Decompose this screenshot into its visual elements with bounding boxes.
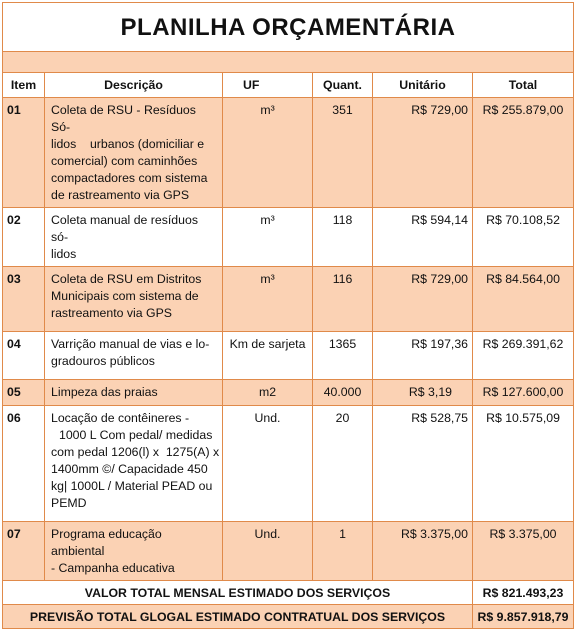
desc-line: Coleta de RSU - Resíduos Só- bbox=[51, 103, 196, 134]
row-item: 05 bbox=[3, 380, 45, 406]
row-total: R$ 70.108,52 bbox=[473, 208, 574, 267]
desc-line: rastreamento via GPS bbox=[51, 306, 172, 320]
row-unitario: R$ 594,14 bbox=[373, 208, 473, 267]
row-total: R$ 127.600,00 bbox=[473, 380, 574, 406]
row-item: 07 bbox=[3, 522, 45, 581]
row-descricao bbox=[45, 522, 223, 581]
global-total-label: PREVISÃO TOTAL GLOGAL ESTIMADO CONTRATUAL DOS SERVIÇOS bbox=[3, 605, 473, 629]
row-uf: Und. bbox=[223, 406, 313, 522]
desc-line: Locação de contêineres - bbox=[51, 411, 190, 425]
row-unitario: R$ 3.375,00 bbox=[373, 522, 473, 581]
table-header-row bbox=[3, 73, 574, 98]
row-uf: m2 bbox=[223, 380, 313, 406]
desc-line: Varrição manual de vias e lo- bbox=[51, 337, 210, 351]
row-unitario: R$ 729,00 bbox=[373, 98, 473, 208]
desc-line: compactadores com sistema bbox=[51, 171, 208, 185]
row-descricao bbox=[45, 98, 223, 208]
desc-line: Limpeza das praias bbox=[51, 385, 158, 399]
row-quant: 118 bbox=[313, 208, 373, 267]
row-total: R$ 269.391,62 bbox=[473, 332, 574, 380]
desc-line: - Campanha educativa bbox=[51, 561, 175, 575]
row-item: 01 bbox=[3, 98, 45, 208]
table-row bbox=[3, 267, 574, 332]
row-descricao bbox=[45, 332, 223, 380]
row-item: 02 bbox=[3, 208, 45, 267]
desc-line: gradouros públicos bbox=[51, 354, 155, 368]
desc-line: lidos bbox=[51, 247, 77, 261]
row-total: R$ 255.879,00 bbox=[473, 98, 574, 208]
row-descricao bbox=[45, 380, 223, 406]
monthly-total-row bbox=[3, 581, 574, 605]
row-quant: 116 bbox=[313, 267, 373, 332]
row-quant: 20 bbox=[313, 406, 373, 522]
row-uf: m³ bbox=[223, 208, 313, 267]
row-descricao bbox=[45, 267, 223, 332]
title-spacer-band bbox=[3, 52, 574, 73]
row-item: 03 bbox=[3, 267, 45, 332]
row-quant: 40.000 bbox=[313, 380, 373, 406]
desc-line: Programa educação ambiental bbox=[51, 527, 162, 558]
row-uf: Km de sarjeta bbox=[223, 332, 313, 380]
desc-line: PEMD bbox=[51, 496, 87, 510]
table-row bbox=[3, 406, 574, 522]
desc-line: Municipais com sistema de bbox=[51, 289, 199, 303]
row-unitario: R$ 528,75 bbox=[373, 406, 473, 522]
row-quant: 1 bbox=[313, 522, 373, 581]
header-total: Total bbox=[473, 73, 574, 98]
table-row bbox=[3, 332, 574, 380]
monthly-total-value: R$ 821.493,23 bbox=[473, 581, 574, 605]
table-row bbox=[3, 208, 574, 267]
header-unitario: Unitário bbox=[373, 73, 473, 98]
desc-line: kg| 1000L / Material PEAD ou bbox=[51, 479, 213, 493]
row-unitario: R$ 197,36 bbox=[373, 332, 473, 380]
row-uf: m³ bbox=[223, 267, 313, 332]
row-descricao bbox=[45, 208, 223, 267]
desc-line: Coleta de RSU em Distritos bbox=[51, 272, 202, 286]
header-quant: Quant. bbox=[313, 73, 373, 98]
row-descricao bbox=[45, 406, 223, 522]
page-title: PLANILHA ORÇAMENTÁRIA bbox=[3, 3, 574, 52]
desc-line: 1000 L Com pedal/ medidas bbox=[59, 428, 213, 442]
row-quant: 351 bbox=[313, 98, 373, 208]
row-total: R$ 3.375,00 bbox=[473, 522, 574, 581]
row-item: 04 bbox=[3, 332, 45, 380]
table-row bbox=[3, 380, 574, 406]
row-unitario: R$ 3,19 bbox=[373, 380, 473, 406]
global-total-value: R$ 9.857.918,79 bbox=[473, 605, 574, 629]
monthly-total-label: VALOR TOTAL MENSAL ESTIMADO DOS SERVIÇOS bbox=[3, 581, 473, 605]
desc-line: Coleta manual de resíduos só- bbox=[51, 213, 198, 244]
row-total: R$ 84.564,00 bbox=[473, 267, 574, 332]
table-row bbox=[3, 98, 574, 208]
desc-line: com pedal 1206(l) x 1275(A) x bbox=[51, 445, 220, 459]
row-quant: 1365 bbox=[313, 332, 373, 380]
budget-table bbox=[2, 2, 574, 629]
table-row bbox=[3, 522, 574, 581]
desc-line: lidos urbanos (domiciliar e bbox=[51, 137, 205, 151]
header-item: Item bbox=[3, 73, 45, 98]
desc-line: comercial) com caminhões bbox=[51, 154, 198, 168]
desc-line: 1400mm ©/ Capacidade 450 bbox=[51, 462, 208, 476]
header-uf: UF bbox=[223, 73, 313, 98]
row-uf: Und. bbox=[223, 522, 313, 581]
desc-line: de rastreamento via GPS bbox=[51, 188, 190, 202]
row-total: R$ 10.575,09 bbox=[473, 406, 574, 522]
row-item: 06 bbox=[3, 406, 45, 522]
row-unitario: R$ 729,00 bbox=[373, 267, 473, 332]
header-descricao: Descrição bbox=[45, 73, 223, 98]
global-total-row bbox=[3, 605, 574, 629]
row-uf: m³ bbox=[223, 98, 313, 208]
